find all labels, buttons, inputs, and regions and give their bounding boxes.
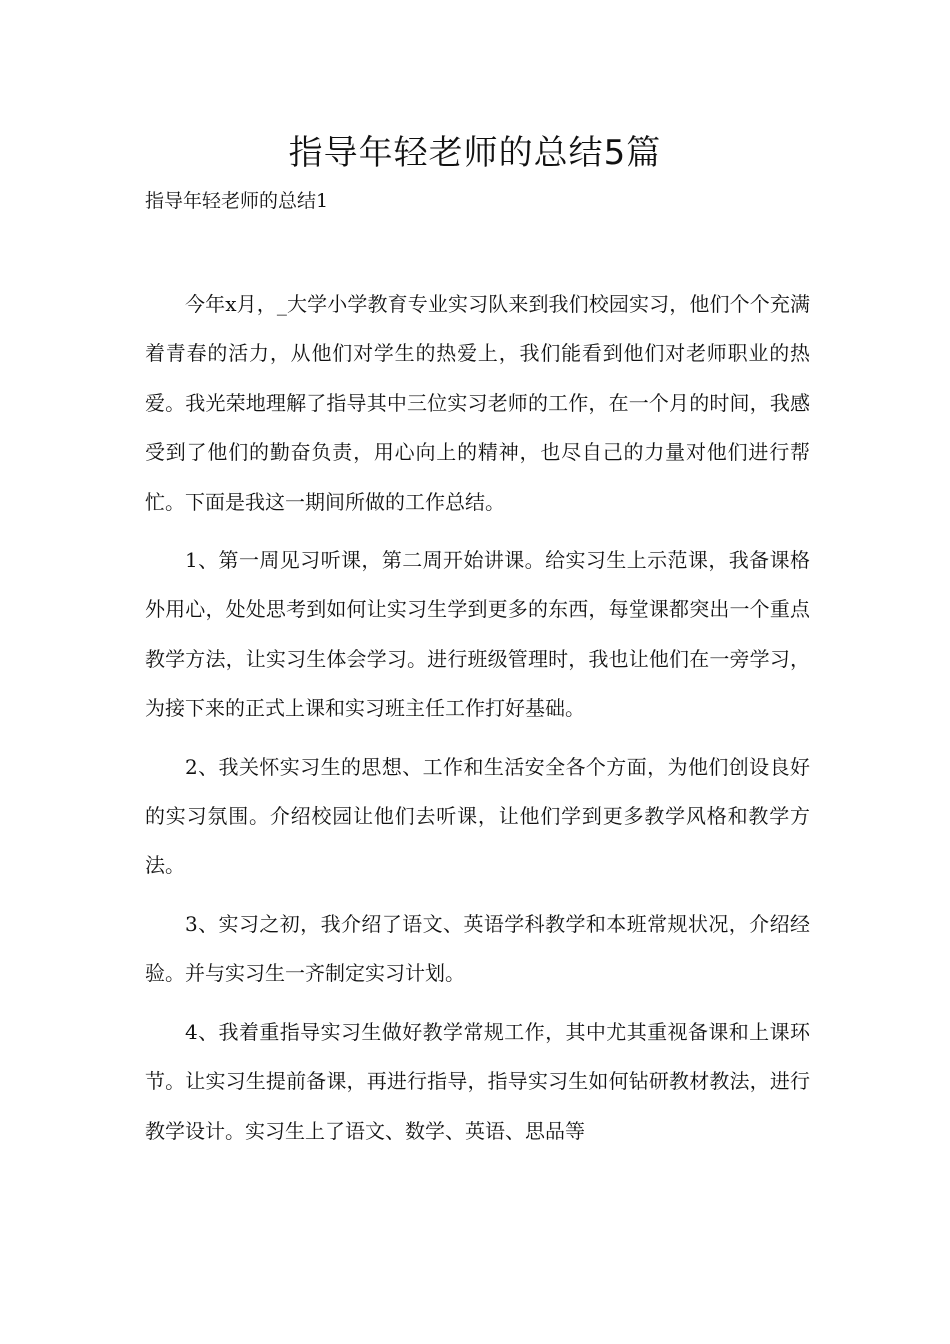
paragraph-item-3: 3、实习之初，我介绍了语文、英语学科教学和本班常规状况，介绍经验。并与实习生一齐制定实习计划。 xyxy=(145,911,810,986)
paragraph-item-2: 2、我关怀实习生的思想、工作和生活安全各个方面，为他们创设良好的实习氛围。介绍校园让他们去听课，让他们学到更多教学风格和教学方法。 xyxy=(145,754,810,878)
document-subtitle: 指导年轻老师的总结1 xyxy=(145,190,329,212)
paragraph-intro: 今年x月，_大学小学教育专业实习队来到我们校园实习，他们个个充满着青春的活力，从他们对学生的热爱上，我们能看到他们对老师职业的热爱。我光荣地理解了指导其中三位实习老师的工作，在一个月的时间，我感受到了他们的勤奋负责，用心向上的精神，也尽自己的力量对他们进行帮忙。下面是我这一期间所做的工作总结。 xyxy=(145,292,810,514)
document-body xyxy=(145,280,810,1165)
paragraph-item-1: 1、第一周见习听课，第二周开始讲课。给实习生上示范课，我备课格外用心，处处思考到如何让实习生学到更多的东西，每堂课都突出一个重点教学方法，让实习生体会学习。进行班级管理时，我也让他们在一旁学习，为接下来的正式上课和实习班主任工作打好基础。 xyxy=(145,548,810,721)
paragraph-item-4: 4、我着重指导实习生做好教学常规工作，其中尤其重视备课和上课环节。让实习生提前备课，再进行指导，指导实习生如何钻研教材教法，进行教学设计。实习生上了语文、数学、英语、思品等 xyxy=(145,1019,810,1143)
document-title: 指导年轻老师的总结5篇 xyxy=(288,133,662,173)
